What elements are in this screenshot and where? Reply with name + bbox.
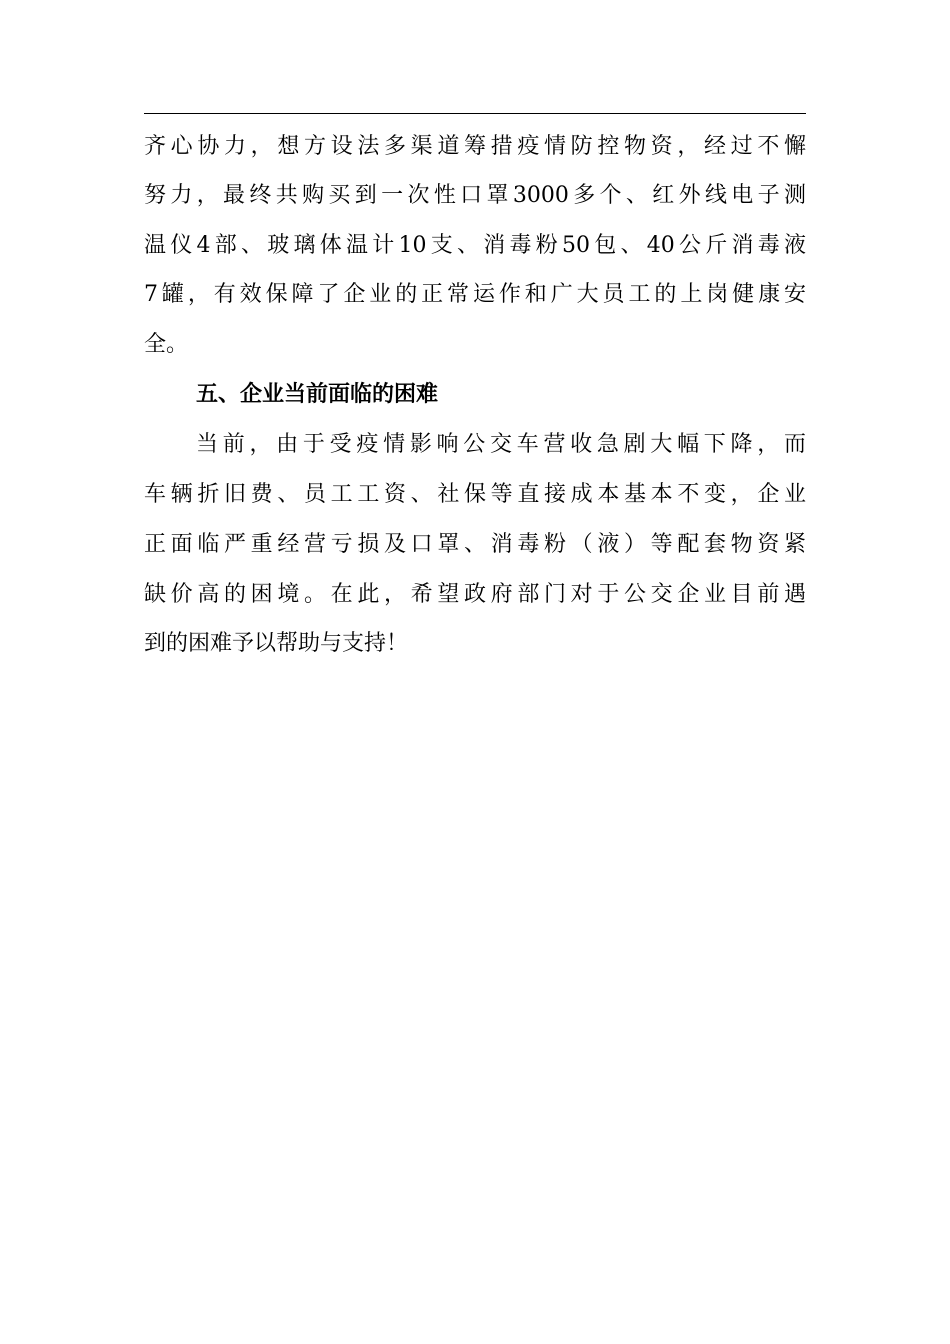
paragraph-line: 当前，由于受疫情影响公交车营收急剧大幅下降，而 xyxy=(196,432,806,457)
paragraph-line: 7罐，有效保障了企业的正常运作和广大员工的上岗健康安 xyxy=(144,282,806,307)
paragraph-line: 全。 xyxy=(144,332,189,357)
header-rule xyxy=(144,113,806,114)
paragraph-line: 温仪4部、玻璃体温计10支、消毒粉50包、40公斤消毒液 xyxy=(144,233,806,258)
paragraph-line: 齐心协力，想方设法多渠道筹措疫情防控物资，经过不懈 xyxy=(144,134,806,159)
paragraph-line: 到的困难予以帮助与支持！ xyxy=(144,631,409,656)
paragraph-line: 努力，最终共购买到一次性口罩3000多个、红外线电子测 xyxy=(144,183,806,208)
paragraph-line: 车辆折旧费、员工工资、社保等直接成本基本不变，企业 xyxy=(144,482,806,507)
paragraph-line: 缺价高的困境。在此，希望政府部门对于公交企业目前遇 xyxy=(144,582,806,607)
paragraph-line: 正面临严重经营亏损及口罩、消毒粉（液）等配套物资紧 xyxy=(144,532,806,557)
section-heading: 五、企业当前面临的困难 xyxy=(196,382,439,407)
